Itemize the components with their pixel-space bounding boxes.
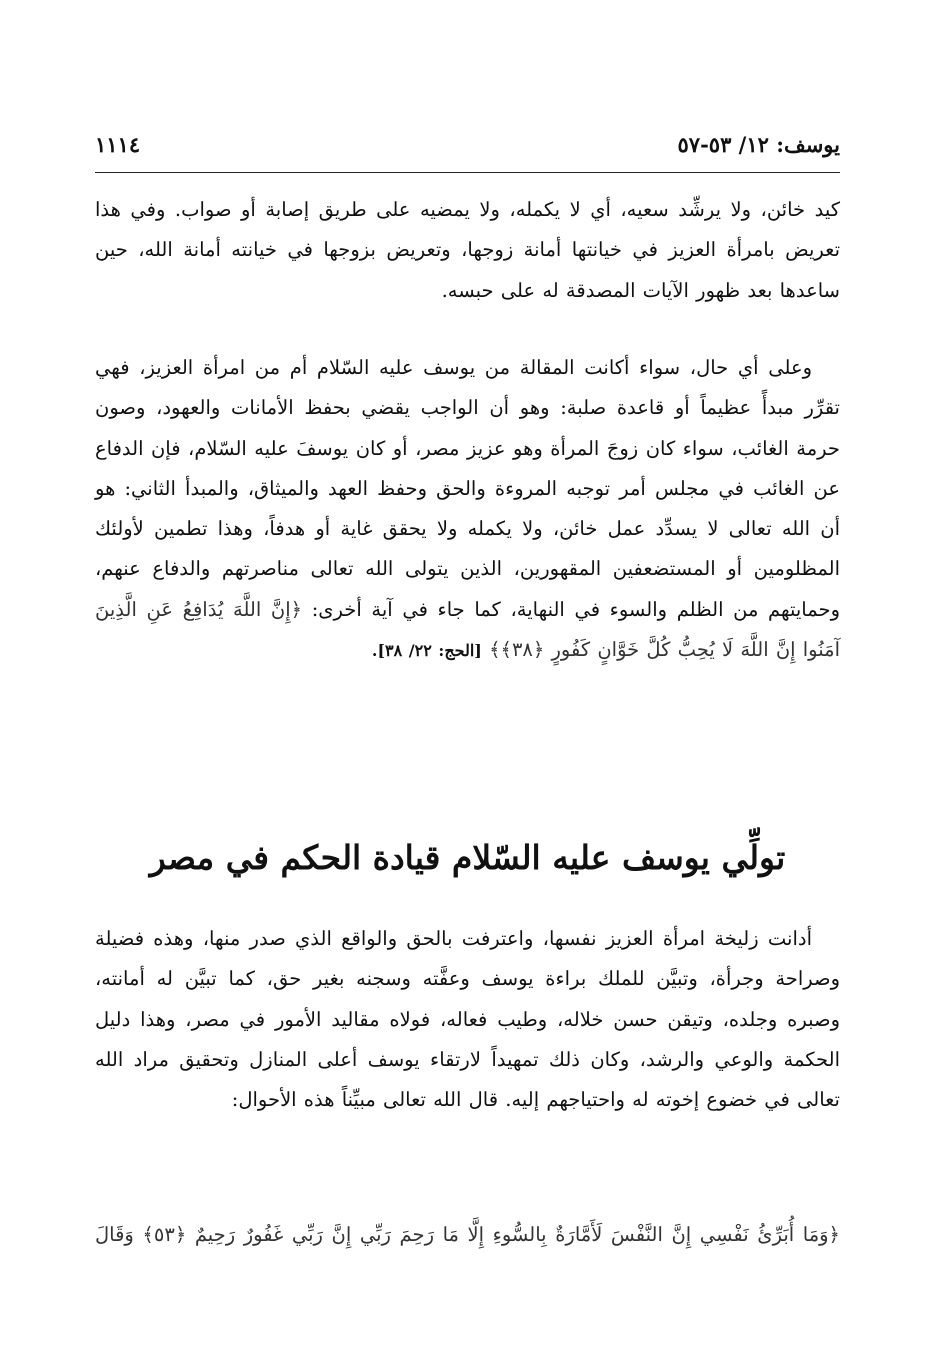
paragraph-3: أدانت زليخة امرأة العزيز نفسها، واعترفت بالحق والواقع الذي صدر منها، وهذه فضيلة وصراحة وجرأة، وتبيَّن للملك براءة يوسف وعفَّته وسجنه بغير حق، كما تبيَّن له أمانته، وصبره وجلده، وتيقن حسن خلاله، وطيب فعاله، فولاه مقاليد الأمور في مصر، وهذا دليل الحكمة والوعي والرشد، وكان ذلك تمهيداً لارتقاء يوسف أعلى المنازل وتحقيق مراد الله تعالى في خضوع إخوته له واحتياجهم إليه. قال الله تعالى مبيِّناً هذه الأحوال: [95,927,840,1112]
page-number: ١١١٤ [95,132,141,157]
section-heading: تولِّي يوسف عليه السّلام قيادة الحكم في مصر [149,838,786,877]
page-header [95,132,840,166]
paragraph-1: كيد خائن، ولا يرشِّد سعيه، أي لا يكمله، ولا يمضيه على طريق إصابة أو صواب. وفي هذا تعريض بامرأة العزيز في خيانتها أمانة زوجها، وتعريض بزوجها في خيانته أمانة الله، حين ساعدها بعد ظهور الآيات المصدقة له على حبسه. [95,198,840,302]
paragraph-2 [95,348,840,671]
document-page [95,0,840,1370]
quran-verse-hajj: ﴿إِنَّ اللَّهَ يُدَافِعُ عَنِ الَّذِينَ آمَنُوا إِنَّ اللَّهَ لَا يُحِبُّ كُلَّ خَوَّانٍ كَفُورٍ ﴿٣٨﴾﴾ [95,597,840,662]
verse-reference: [الحج: ٢٢/ ٣٨]. [371,641,482,661]
paragraph-2-text: وعلى أي حال، سواء أكانت المقالة من يوسف عليه السّلام أم من امرأة العزيز، فهي تقرِّر مبدأً عظيماً أو قاعدة صلبة: وهو أن الواجب يقضي بحفظ الأمانات والعهود، وصون حرمة الغائب، سواء كان زوجَ المرأة وهو عزيز مصر، أو كان يوسفَ عليه السّلام، فإن الدفاع عن الغائب في مجلس أمر توجبه المروءة والحق وحفظ العهد والميثاق، والمبدأ الثاني: هو أن الله تعالى لا يسدِّد عمل خائن، ولا يكمله ولا يحقق غاية أو هدفاً، وهذا تطمين لأولئك المظلومين أو المستضعفين المقهورين، الذين يتولى الله تعالى مناصرتهم والدفاع عنهم، وحمايتهم من الظلم والسوء في النهاية، كما جاء في آية أخرى: [95,356,840,621]
chapter-reference: يوسف: ١٢/ ٥٣-٥٧ [677,132,840,157]
quran-verse-yusuf: ﴿وَمَا أُبَرِّئُ نَفْسِي إِنَّ النَّفْسَ لَأَمَّارَةٌ بِالسُّوءِ إِلَّا مَا رَحِمَ رَبِّي إِنَّ رَبِّي غَفُورٌ رَحِيمٌ ﴿٥٣﴾ وَقَالَ [95,1223,840,1246]
header-divider [95,172,840,173]
